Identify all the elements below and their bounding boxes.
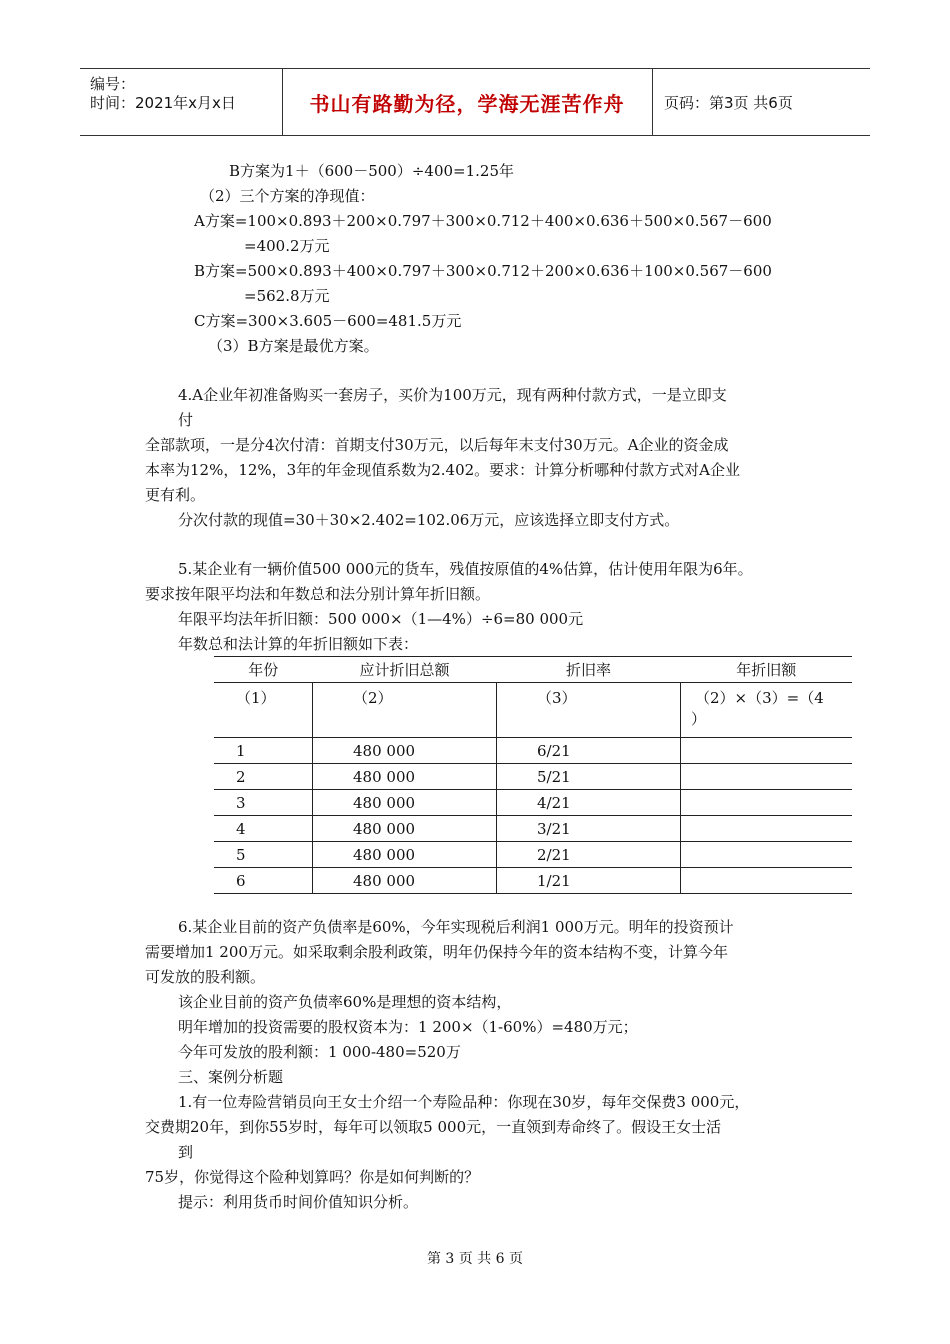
serial-label: 编号： xyxy=(90,75,136,93)
p6-answer2: 明年增加的投资需要的股权资本为：1 200×（1-60%）=480万元； xyxy=(178,1018,638,1036)
p5-answer1: 年限平均法年折旧额：500 000×（1—4%）÷6=80 000元 xyxy=(178,610,584,628)
p5-line1: 5.某企业有一辆价值500 000元的货车，残值按原值的4%估算，估计使用年限为6年。 xyxy=(178,560,753,578)
section3-title: 三、案例分析题 xyxy=(178,1068,284,1086)
header-year: 年份 xyxy=(214,657,313,683)
unit-rate: （3） xyxy=(497,683,681,738)
row-year: 6 xyxy=(214,868,313,894)
row-total: 480 000 xyxy=(313,816,497,842)
p4-line2: 付 xyxy=(178,411,194,429)
p4-line3: 全部款项，一是分4次付清：首期支付30万元，以后每年末支付30万元。A企业的资金成 xyxy=(145,436,729,454)
s3-line4: 75岁，你觉得这个险种划算吗？你是如何判断的？ xyxy=(145,1168,480,1186)
table-row xyxy=(214,738,852,764)
table-row xyxy=(214,868,852,894)
b-payback: B方案为1＋（600－500）÷400=1.25年 xyxy=(229,162,514,180)
row-total: 480 000 xyxy=(313,764,497,790)
row-total: 480 000 xyxy=(313,868,497,894)
table-row xyxy=(214,842,852,868)
b-npv-line2: =562.8万元 xyxy=(244,287,330,305)
row-rate: 3/21 xyxy=(497,816,681,842)
unit-amount-part1: （2）×（3）=（4 xyxy=(695,689,824,707)
header-total: 应计折旧总额 xyxy=(313,657,497,683)
unit-year: （1） xyxy=(214,683,313,738)
row-amount xyxy=(681,764,853,790)
depreciation-table xyxy=(214,656,852,894)
table-row xyxy=(214,790,852,816)
p5-line2: 要求按年限平均法和年数总和法分别计算年折旧额。 xyxy=(145,585,491,603)
p6-answer1: 该企业目前的资产负债率60%是理想的资本结构， xyxy=(178,993,512,1011)
s3-line2: 交费期20年，到你55岁时，每年可以领取5 000元，一直领到寿命终了。假设王女士活 xyxy=(145,1118,722,1136)
row-amount xyxy=(681,790,853,816)
header-amount: 年折旧额 xyxy=(681,657,853,683)
header-divider-right xyxy=(652,68,653,135)
row-rate: 4/21 xyxy=(497,790,681,816)
q3-answer: （3）B方案是最优方案。 xyxy=(208,337,379,355)
page-footer: 第 3 页 共 6 页 xyxy=(426,1251,524,1267)
row-total: 480 000 xyxy=(313,842,497,868)
row-amount xyxy=(681,868,853,894)
a-npv-line1: A方案=100×0.893＋200×0.797＋300×0.712＋400×0.636＋500×0.567－600 xyxy=(194,212,772,230)
row-amount xyxy=(681,816,853,842)
row-rate: 2/21 xyxy=(497,842,681,868)
p6-line2: 需要增加1 200万元。如采取剩余股利政策，明年仍保持今年的资本结构不变，计算今年 xyxy=(145,943,728,961)
row-rate: 6/21 xyxy=(497,738,681,764)
p4-answer: 分次付款的现值=30＋30×2.402=102.06万元，应该选择立即支付方式。 xyxy=(178,511,680,529)
s3-hint: 提示：利用货币时间价值知识分析。 xyxy=(178,1193,419,1211)
c-npv: C方案=300×3.605－600=481.5万元 xyxy=(194,312,462,330)
header-motto: 书山有路勤为径，学海无涯苦作舟 xyxy=(309,92,625,116)
row-amount xyxy=(681,738,853,764)
p6-line1: 6.某企业目前的资产负债率是60%，今年实现税后利润1 000万元。明年的投资预计 xyxy=(178,918,734,936)
row-rate: 1/21 xyxy=(497,868,681,894)
header-top-rule xyxy=(80,68,870,69)
b-npv-line1: B方案=500×0.893＋400×0.797＋300×0.712＋200×0.636＋100×0.567－600 xyxy=(194,262,772,280)
row-rate: 5/21 xyxy=(497,764,681,790)
date-label: 时间：2021年x月x日 xyxy=(90,94,236,112)
row-year: 4 xyxy=(214,816,313,842)
row-total: 480 000 xyxy=(313,790,497,816)
s3-line3: 到 xyxy=(178,1143,194,1161)
row-year: 1 xyxy=(214,738,313,764)
row-year: 2 xyxy=(214,764,313,790)
p6-line3: 可发放的股利额。 xyxy=(145,968,266,986)
a-npv-line2: =400.2万元 xyxy=(244,237,330,255)
p4-line5: 更有利。 xyxy=(145,486,206,504)
table-row xyxy=(214,816,852,842)
row-year: 5 xyxy=(214,842,313,868)
p4-line4: 本率为12%，12%，3年的年金现值系数为2.402。要求：计算分析哪种付款方式对A企业 xyxy=(145,461,741,479)
table-header-row xyxy=(214,657,852,683)
unit-amount-part2: ） xyxy=(691,710,707,728)
table-unit-row xyxy=(214,683,852,738)
header-bottom-rule xyxy=(80,135,870,136)
p6-answer3: 今年可发放的股利额：1 000-480=520万 xyxy=(178,1043,461,1061)
q2-title: （2）三个方案的净现值： xyxy=(200,187,375,205)
s3-line1: 1.有一位寿险营销员向王女士介绍一个寿险品种：你现在30岁，每年交保费3 000元， xyxy=(178,1093,750,1111)
p5-answer2: 年数总和法计算的年折旧额如下表： xyxy=(178,635,419,653)
row-amount xyxy=(681,842,853,868)
unit-amount xyxy=(681,683,853,738)
header-page-info: 页码：第3页 共6页 xyxy=(664,94,793,112)
unit-total: （2） xyxy=(313,683,497,738)
header-rate: 折旧率 xyxy=(497,657,681,683)
p4-line1: 4.A企业年初准备购买一套房子，买价为100万元，现有两种付款方式，一是立即支 xyxy=(178,386,727,404)
table-row xyxy=(214,764,852,790)
row-year: 3 xyxy=(214,790,313,816)
row-total: 480 000 xyxy=(313,738,497,764)
